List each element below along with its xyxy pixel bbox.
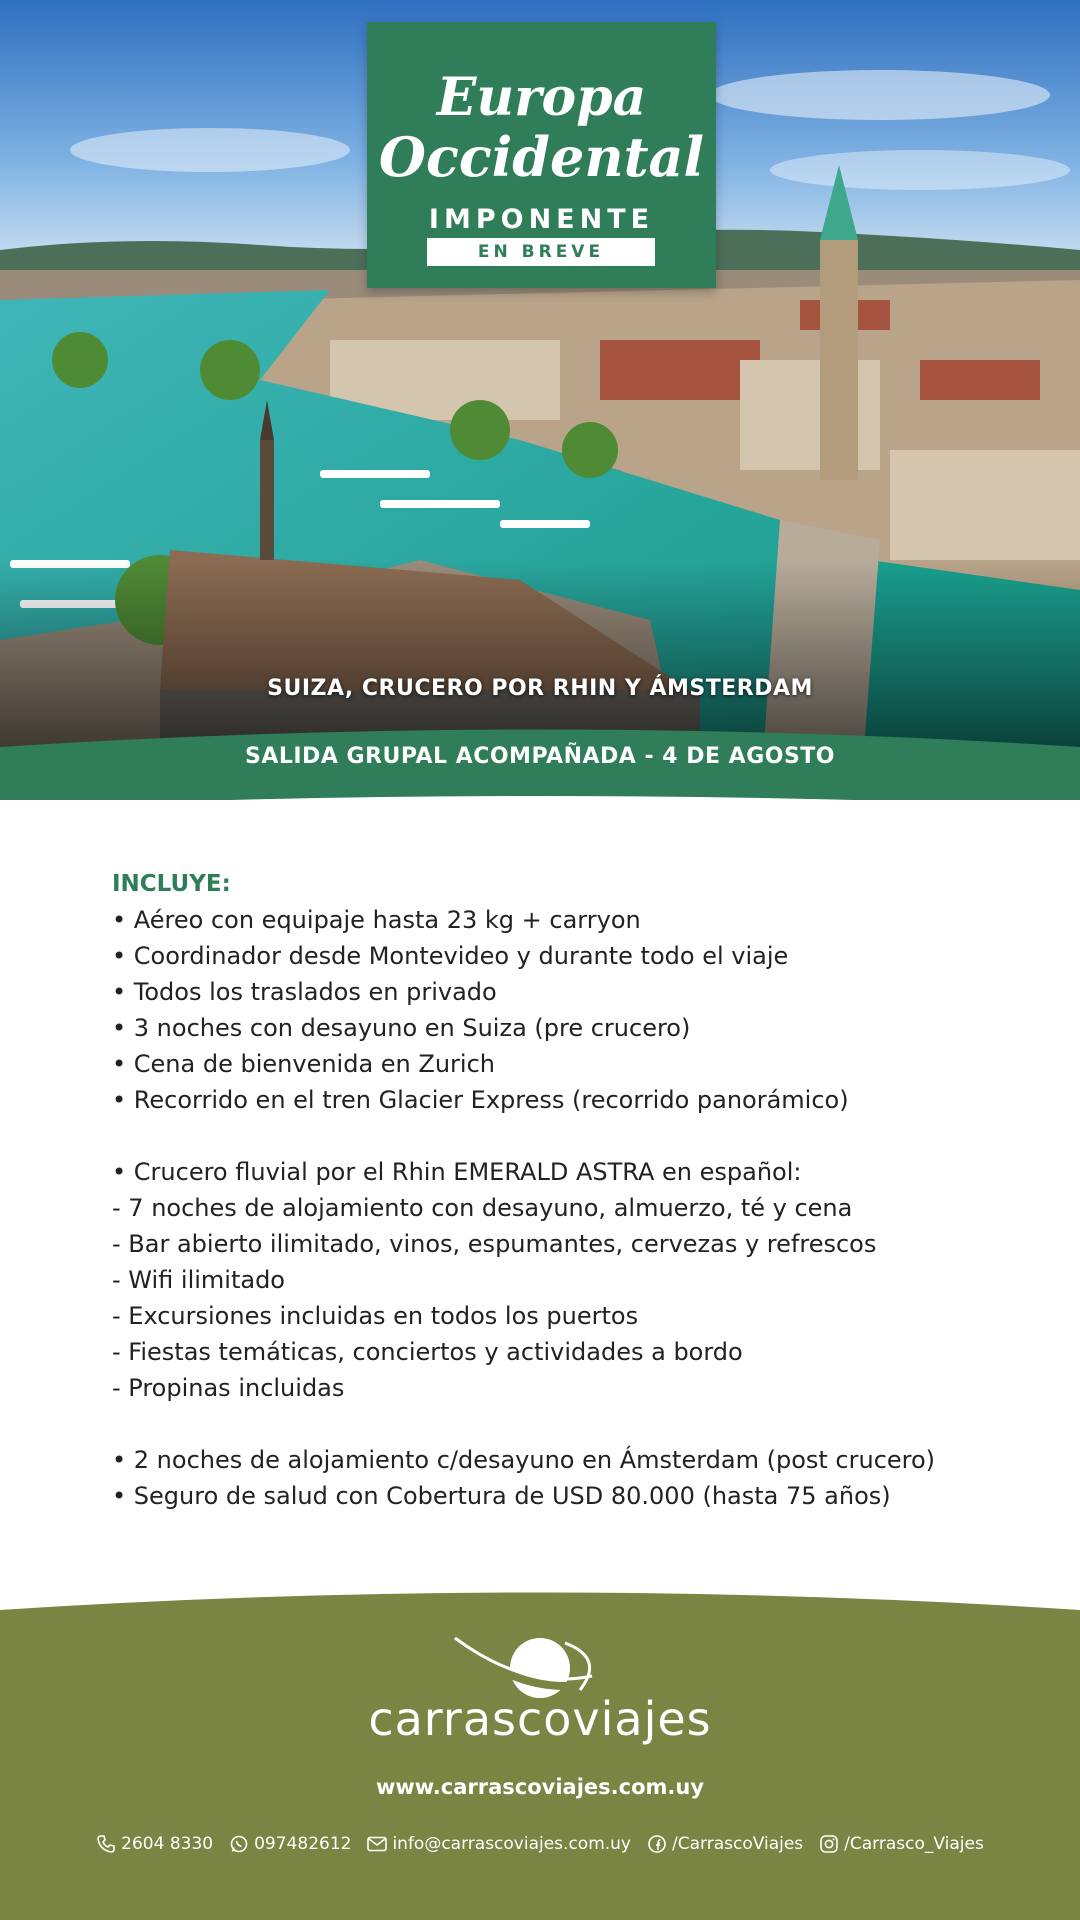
website-link[interactable]: www.carrascoviajes.com.uy bbox=[375, 1775, 705, 1799]
list-item: • 2 noches de alojamiento c/desayuno en Ámsterdam (post crucero) bbox=[112, 1446, 936, 1474]
contact-phone[interactable] bbox=[96, 1834, 213, 1854]
instagram-handle: /Carrasco_Viajes bbox=[844, 1834, 984, 1854]
contact-bar bbox=[0, 1834, 1080, 1854]
list-item: - 7 noches de alojamiento con desayuno, almuerzo, té y cena bbox=[112, 1194, 853, 1222]
includes-heading: INCLUYE: bbox=[112, 871, 231, 897]
hero-image bbox=[0, 0, 1080, 800]
facebook-icon bbox=[647, 1834, 667, 1854]
brand-wordmark: carrascoviajes bbox=[368, 1692, 712, 1746]
list-item: • Aéreo con equipaje hasta 23 kg + carryon bbox=[112, 906, 641, 934]
list-item: • Cena de bienvenida en Zurich bbox=[112, 1050, 495, 1078]
title-caps: IMPONENTE bbox=[428, 204, 655, 235]
phone-icon bbox=[96, 1834, 116, 1854]
phone-number: 2604 8330 bbox=[121, 1834, 214, 1854]
instagram-icon bbox=[819, 1834, 839, 1854]
spacer bbox=[112, 1406, 1012, 1442]
contact-facebook[interactable] bbox=[647, 1834, 803, 1854]
list-item: - Wifi ilimitado bbox=[112, 1266, 285, 1294]
list-item: • Seguro de salud con Cobertura de USD 80.000 (hasta 75 años) bbox=[112, 1482, 891, 1510]
whatsapp-icon bbox=[229, 1834, 249, 1854]
list-item: • 3 noches con desayuno en Suiza (pre crucero) bbox=[112, 1014, 691, 1042]
list-item: • Todos los traslados en privado bbox=[112, 978, 497, 1006]
list-item: - Propinas incluidas bbox=[112, 1374, 345, 1402]
includes-section bbox=[112, 866, 1012, 1514]
list-item: - Excursiones incluidas en todos los puertos bbox=[112, 1302, 639, 1330]
contact-email[interactable] bbox=[367, 1834, 631, 1854]
list-item: • Recorrido en el tren Glacier Express (recorrido panorámico) bbox=[112, 1086, 849, 1114]
title-script-line1: Europa bbox=[436, 67, 647, 128]
departure-band-text: SALIDA GRUPAL ACOMPAÑADA - 4 DE AGOSTO bbox=[244, 744, 836, 769]
mail-icon bbox=[367, 1836, 387, 1852]
title-script-line2: Occidental bbox=[378, 125, 705, 189]
facebook-handle: /CarrascoViajes bbox=[672, 1834, 804, 1854]
contact-whatsapp[interactable] bbox=[229, 1834, 351, 1854]
list-item: - Bar abierto ilimitado, vinos, espumantes, cervezas y refrescos bbox=[112, 1230, 877, 1258]
title-ribbon: EN BREVE bbox=[427, 238, 655, 266]
title-box bbox=[367, 22, 716, 288]
contact-instagram[interactable] bbox=[819, 1834, 984, 1854]
hero-caption: SUIZA, CRUCERO POR RHIN Y ÁMSTERDAM bbox=[267, 676, 813, 701]
band-curve bbox=[0, 790, 1080, 820]
spacer bbox=[112, 1118, 1012, 1154]
list-item: • Coordinador desde Montevideo y durante todo el viaje bbox=[112, 942, 789, 970]
list-item: • Crucero fluvial por el Rhin EMERALD ASTRA en español: bbox=[112, 1158, 802, 1186]
whatsapp-number: 097482612 bbox=[254, 1834, 352, 1854]
email-address: info@carrascoviajes.com.uy bbox=[392, 1834, 631, 1854]
list-item: - Fiestas temáticas, conciertos y actividades a bordo bbox=[112, 1338, 743, 1366]
